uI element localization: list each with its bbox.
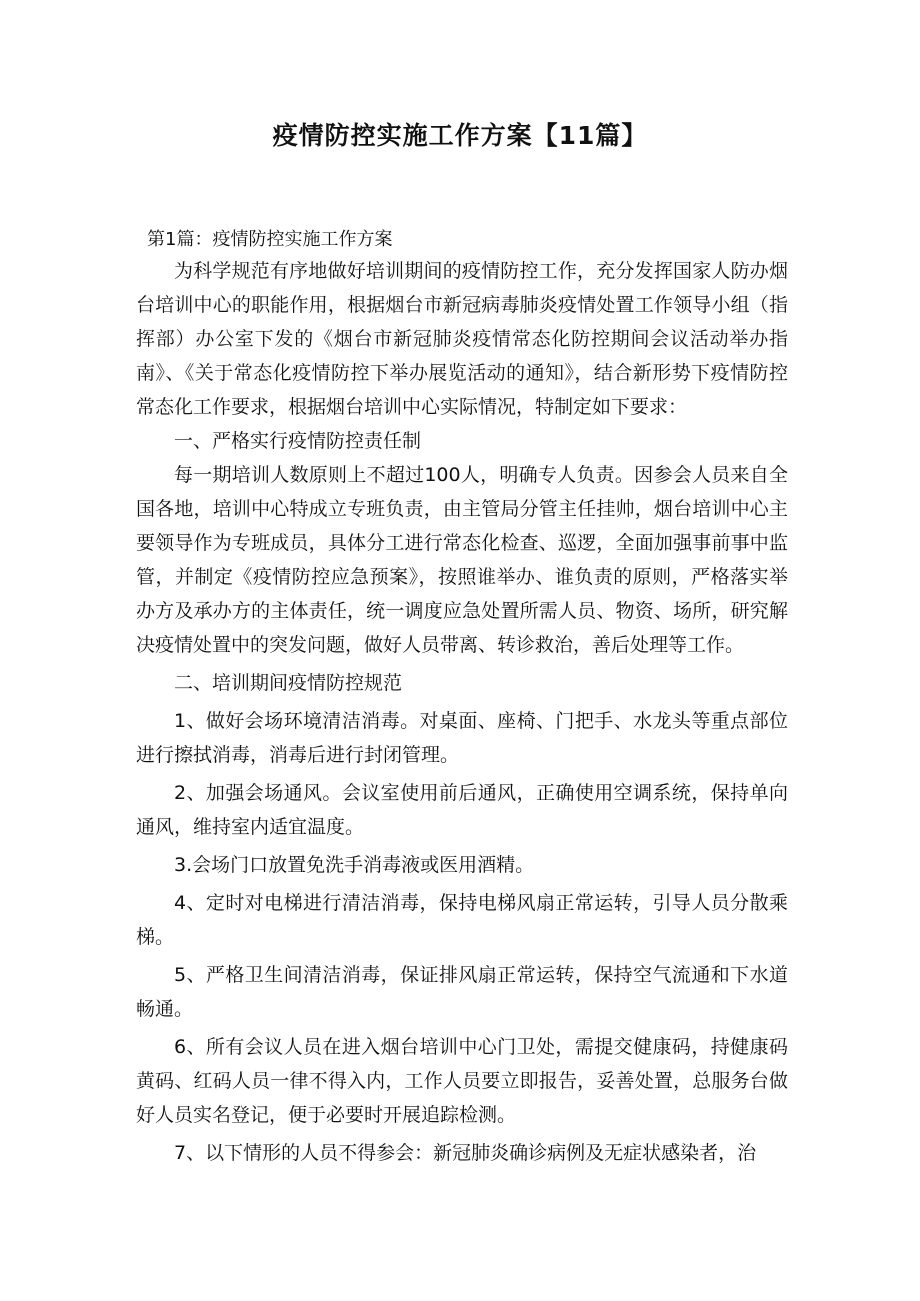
document-title: 疫情防控实施工作方案【11篇】 (272, 121, 648, 150)
list-item-2: 2、加强会场通风。会议室使用前后通风，正确使用空调系统，保持单向通风，维持室内适宜温度。 (136, 782, 788, 838)
paragraph-responsibility: 每一期培训人数原则上不超过100人，明确专人负责。因参会人员来自全国各地，培训中心特成立专班负责，由主管局分管主任挂帅，烟台培训中心主要领导作为专班成员，具体分工进行常态化检查、巡逻，全面加强事前事中监管，并制定《疫情防控应急预案》，按照谁举办、谁负责的原则，严格落实举办方及承办方的主体责任，统一调度应急处置所需人员、物资、场所，研究解决疫情处置中的突发问题，做好人员带离、转诊救治，善后处理等工作。 (136, 464, 788, 656)
chapter-heading: 第1篇：疫情防控实施工作方案 (147, 229, 393, 250)
list-item-3: 3.会场门口放置免洗手消毒液或医用酒精。 (174, 854, 535, 876)
intro-paragraph: 为科学规范有序地做好培训期间的疫情防控工作，充分发挥国家人防办烟台培训中心的职能作用，根据烟台市新冠病毒肺炎疫情处置工作领导小组（指挥部）办公室下发的《烟台市新冠肺炎疫情常态化防控期间会议活动举办指南》、《关于常态化疫情防控下举办展览活动的通知》，结合新形势下疫情防控常态化工作要求，根据烟台培训中心实际情况，特制定如下要求： (136, 260, 788, 418)
section-heading-1: 一、严格实行疫情防控责任制 (174, 430, 422, 452)
list-item-7: 7、以下情形的人员不得参会：新冠肺炎确诊病例及无症状感染者，治 (174, 1142, 757, 1164)
list-item-4: 4、定时对电梯进行清洁消毒，保持电梯风扇正常运转，引导人员分散乘梯。 (136, 892, 788, 948)
list-item-5: 5、严格卫生间清洁消毒，保证排风扇正常运转，保持空气流通和下水道畅通。 (136, 964, 788, 1020)
document-body (136, 254, 788, 1174)
section-heading-2: 二、培训期间疫情防控规范 (174, 672, 403, 694)
list-item-6: 6、所有会议人员在进入烟台培训中心门卫处，需提交健康码，持健康码黄码、红码人员一律不得入内，工作人员要立即报告，妥善处置，总服务台做好人员实名登记，便于必要时开展追踪检测。 (136, 1036, 788, 1126)
list-item-1: 1、做好会场环境清洁消毒。对桌面、座椅、门把手、水龙头等重点部位进行擦拭消毒，消毒后进行封闭管理。 (136, 710, 788, 766)
